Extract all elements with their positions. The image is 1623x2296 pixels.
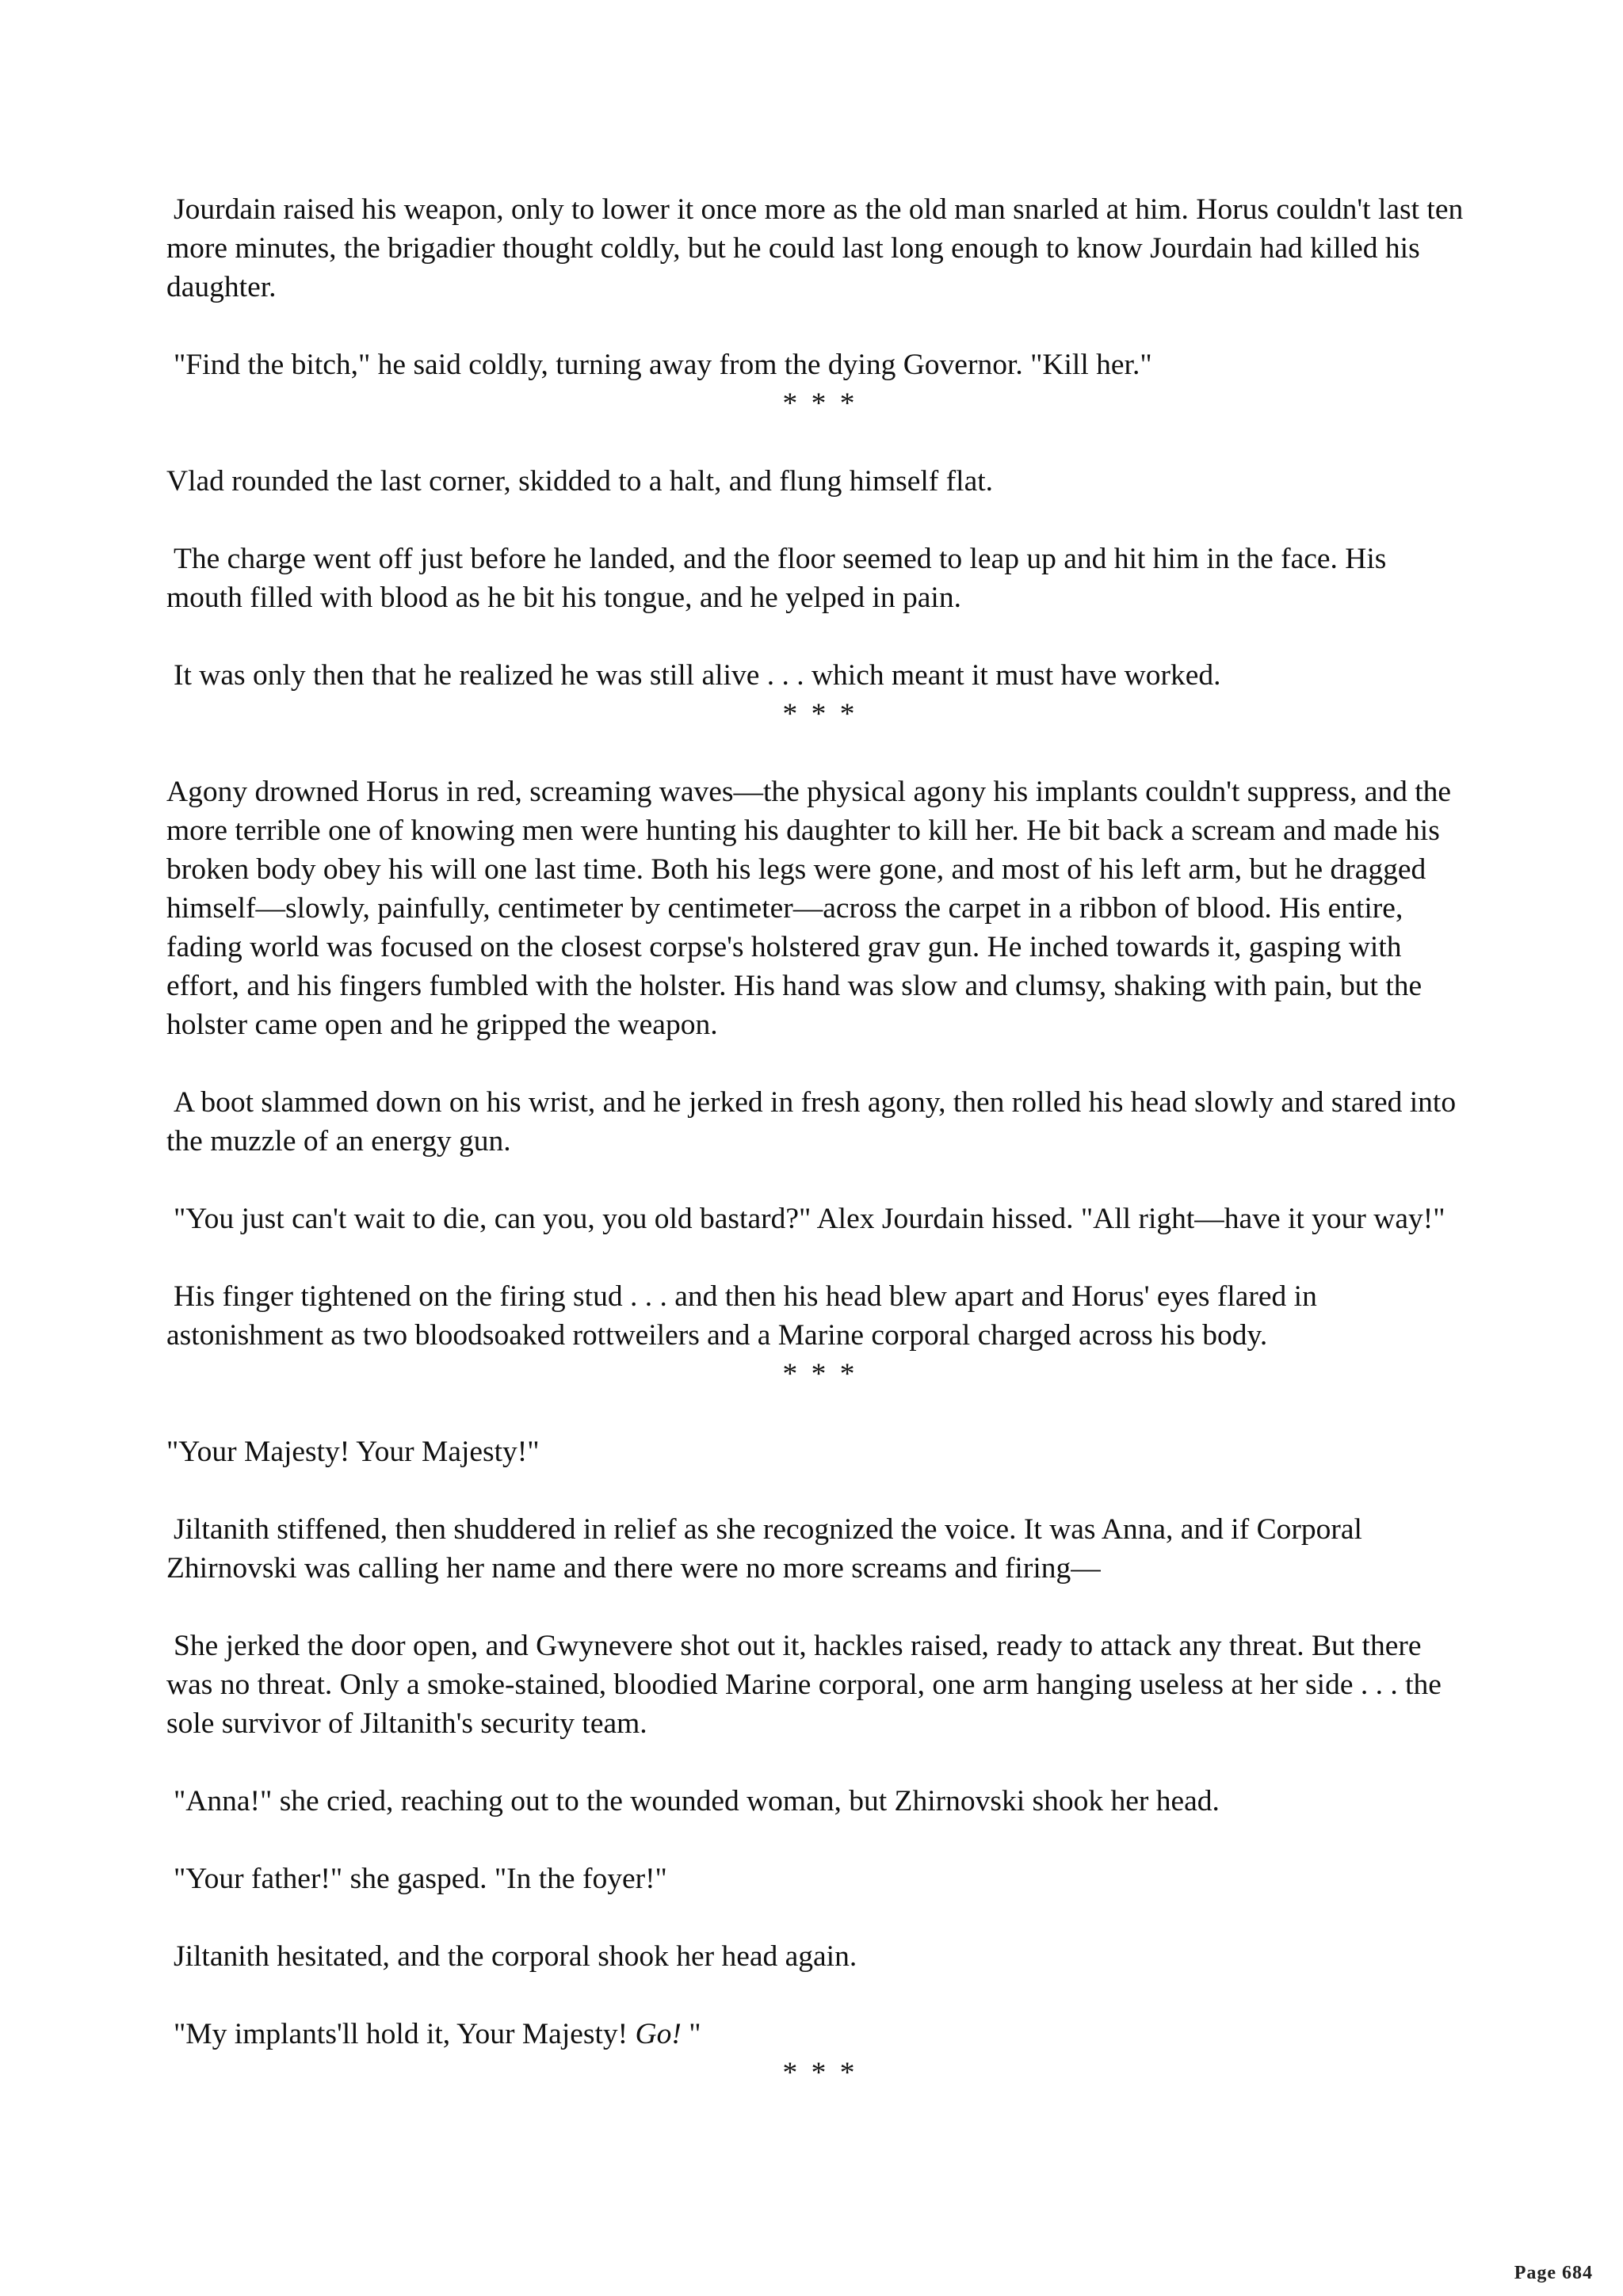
paragraph: Jiltanith hesitated, and the corporal shook her head again. (174, 1940, 857, 1973)
scene-separator: * * * (782, 387, 858, 420)
paragraph: "You just can't wait to die, can you, you old bastard?" Alex Jourdain hissed. "All right—have it your way!" (174, 1203, 1445, 1235)
paragraph: "Anna!" she cried, reaching out to the wounded woman, but Zhirnovski shook her head. (174, 1785, 1220, 1817)
paragraph: Jiltanith stiffened, then shuddered in relief as she recognized the voice. It was Anna, and if Corporal Zhirnovski was calling her name and there were no more screams and firing— (166, 1513, 1362, 1585)
paragraph: Agony drowned Horus in red, screaming waves—the physical agony his implants couldn't suppress, and the more terrible one of knowing men were hunting his daughter to kill her. He bit back a scream and made his broken body obey his will one last time. Both his legs were gone, and most of his left arm, but he dragged himself—slowly, painfully, centimeter by centimeter—across the carpet in a ribbon of blood. His entire, fading world was focused on the closest corpse's holstered grav gun. He inched towards it, gasping with effort, and his fingers fumbled with the holster. His hand was slow and clumsy, shaking with pain, but the holster came open and he gripped the weapon. (166, 776, 1452, 1041)
document-body (166, 190, 1466, 2131)
paragraph: The charge went off just before he landed, and the floor seemed to leap up and hit him in the face. His mouth filled with blood as he bit his tongue, and he yelped in pain. (166, 543, 1387, 614)
paragraph: A boot slammed down on his wrist, and he jerked in fresh agony, then rolled his head slowly and stared into the muzzle of an energy gun. (166, 1086, 1457, 1158)
paragraph: Vlad rounded the last corner, skidded to a halt, and flung himself flat. (166, 465, 994, 498)
paragraph: "Your Majesty! Your Majesty!" (166, 1436, 540, 1468)
paragraph: She jerked the door open, and Gwynevere shot out it, hackles raised, ready to attack any threat. But there was no threat. Only a smoke-stained, bloodied Marine corporal, one arm hanging useless at her side . . . the sole survivor of Jiltanith's security team. (166, 1630, 1442, 1740)
paragraph-text: " (681, 2018, 701, 2050)
paragraph: His finger tightened on the firing stud . . . and then his head blew apart and Horus' eyes flared in astonishment as two bloodsoaked rottweilers and a Marine corporal charged across his body. (166, 1280, 1317, 1352)
page-number: Page 684 (1514, 2263, 1593, 2283)
scene-separator: * * * (782, 1358, 858, 1390)
paragraph-emphasis: Go! (635, 2018, 682, 2050)
paragraph: It was only then that he realized he was still alive . . . which meant it must have worked. (174, 659, 1221, 692)
paragraph: "Your father!" she gasped. "In the foyer!" (174, 1863, 667, 1895)
paragraph (166, 2015, 1466, 2054)
paragraph-text: "My implants'll hold it, Your Majesty! (174, 2018, 636, 2050)
scene-separator: * * * (782, 2057, 858, 2089)
paragraph: Jourdain raised his weapon, only to lower it once more as the old man snarled at him. Horus couldn't last ten more minutes, the brigadier thought coldly, but he could last long enough to know Jourdain had killed his daughter. (166, 193, 1464, 303)
paragraph: "Find the bitch," he said coldly, turning away from the dying Governor. "Kill her." (174, 349, 1152, 381)
scene-separator: * * * (782, 698, 858, 730)
